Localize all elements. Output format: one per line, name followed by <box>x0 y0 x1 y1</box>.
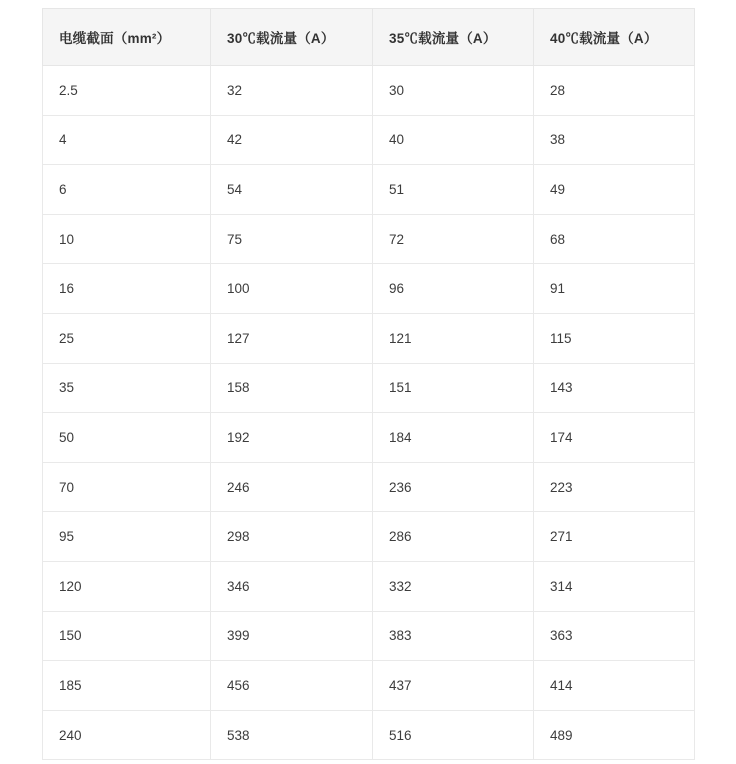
cell-30c: 158 <box>211 363 373 413</box>
table-row <box>43 66 695 116</box>
cell-40c: 223 <box>534 462 695 512</box>
cell-30c: 42 <box>211 115 373 165</box>
cell-cross-section: 240 <box>43 710 211 760</box>
cell-cross-section: 4 <box>43 115 211 165</box>
table-header-row <box>43 9 695 66</box>
cell-35c: 51 <box>373 165 534 215</box>
table-row <box>43 661 695 711</box>
table-row <box>43 462 695 512</box>
column-header-cross-section: 电缆截面（mm²） <box>43 9 211 66</box>
table-row <box>43 561 695 611</box>
cell-cross-section: 70 <box>43 462 211 512</box>
cell-30c: 54 <box>211 165 373 215</box>
cell-cross-section: 150 <box>43 611 211 661</box>
cell-30c: 75 <box>211 214 373 264</box>
cell-30c: 346 <box>211 561 373 611</box>
cell-40c: 489 <box>534 710 695 760</box>
cell-cross-section: 35 <box>43 363 211 413</box>
table-row <box>43 165 695 215</box>
cell-30c: 399 <box>211 611 373 661</box>
cell-40c: 314 <box>534 561 695 611</box>
cell-40c: 28 <box>534 66 695 116</box>
table-header <box>43 9 695 66</box>
cell-35c: 184 <box>373 413 534 463</box>
table-body <box>43 66 695 760</box>
cell-30c: 246 <box>211 462 373 512</box>
table-row <box>43 413 695 463</box>
column-header-35c: 35℃载流量（A） <box>373 9 534 66</box>
cable-ampacity-table <box>42 8 695 760</box>
cell-40c: 363 <box>534 611 695 661</box>
cell-40c: 271 <box>534 512 695 562</box>
column-header-30c: 30℃载流量（A） <box>211 9 373 66</box>
cell-30c: 298 <box>211 512 373 562</box>
cell-cross-section: 10 <box>43 214 211 264</box>
cell-35c: 40 <box>373 115 534 165</box>
cell-cross-section: 25 <box>43 313 211 363</box>
cell-40c: 174 <box>534 413 695 463</box>
cell-40c: 115 <box>534 313 695 363</box>
cell-cross-section: 50 <box>43 413 211 463</box>
cell-35c: 516 <box>373 710 534 760</box>
cell-30c: 100 <box>211 264 373 314</box>
table-row <box>43 313 695 363</box>
cell-35c: 437 <box>373 661 534 711</box>
cell-40c: 49 <box>534 165 695 215</box>
table-row <box>43 512 695 562</box>
cell-cross-section: 120 <box>43 561 211 611</box>
cell-35c: 121 <box>373 313 534 363</box>
cell-35c: 332 <box>373 561 534 611</box>
cell-30c: 456 <box>211 661 373 711</box>
cell-40c: 143 <box>534 363 695 413</box>
cell-40c: 68 <box>534 214 695 264</box>
cell-35c: 236 <box>373 462 534 512</box>
table-row <box>43 264 695 314</box>
cell-cross-section: 16 <box>43 264 211 314</box>
cell-40c: 414 <box>534 661 695 711</box>
cell-30c: 32 <box>211 66 373 116</box>
table-row <box>43 214 695 264</box>
cell-40c: 38 <box>534 115 695 165</box>
cell-cross-section: 95 <box>43 512 211 562</box>
cell-cross-section: 2.5 <box>43 66 211 116</box>
table-row <box>43 710 695 760</box>
cell-35c: 30 <box>373 66 534 116</box>
cell-30c: 127 <box>211 313 373 363</box>
table-row <box>43 363 695 413</box>
cell-40c: 91 <box>534 264 695 314</box>
cell-35c: 72 <box>373 214 534 264</box>
cell-35c: 96 <box>373 264 534 314</box>
table-row <box>43 611 695 661</box>
cell-35c: 151 <box>373 363 534 413</box>
column-header-40c: 40℃载流量（A） <box>534 9 695 66</box>
cell-30c: 538 <box>211 710 373 760</box>
cell-30c: 192 <box>211 413 373 463</box>
cell-cross-section: 6 <box>43 165 211 215</box>
cell-35c: 383 <box>373 611 534 661</box>
cell-35c: 286 <box>373 512 534 562</box>
cell-cross-section: 185 <box>43 661 211 711</box>
table-row <box>43 115 695 165</box>
